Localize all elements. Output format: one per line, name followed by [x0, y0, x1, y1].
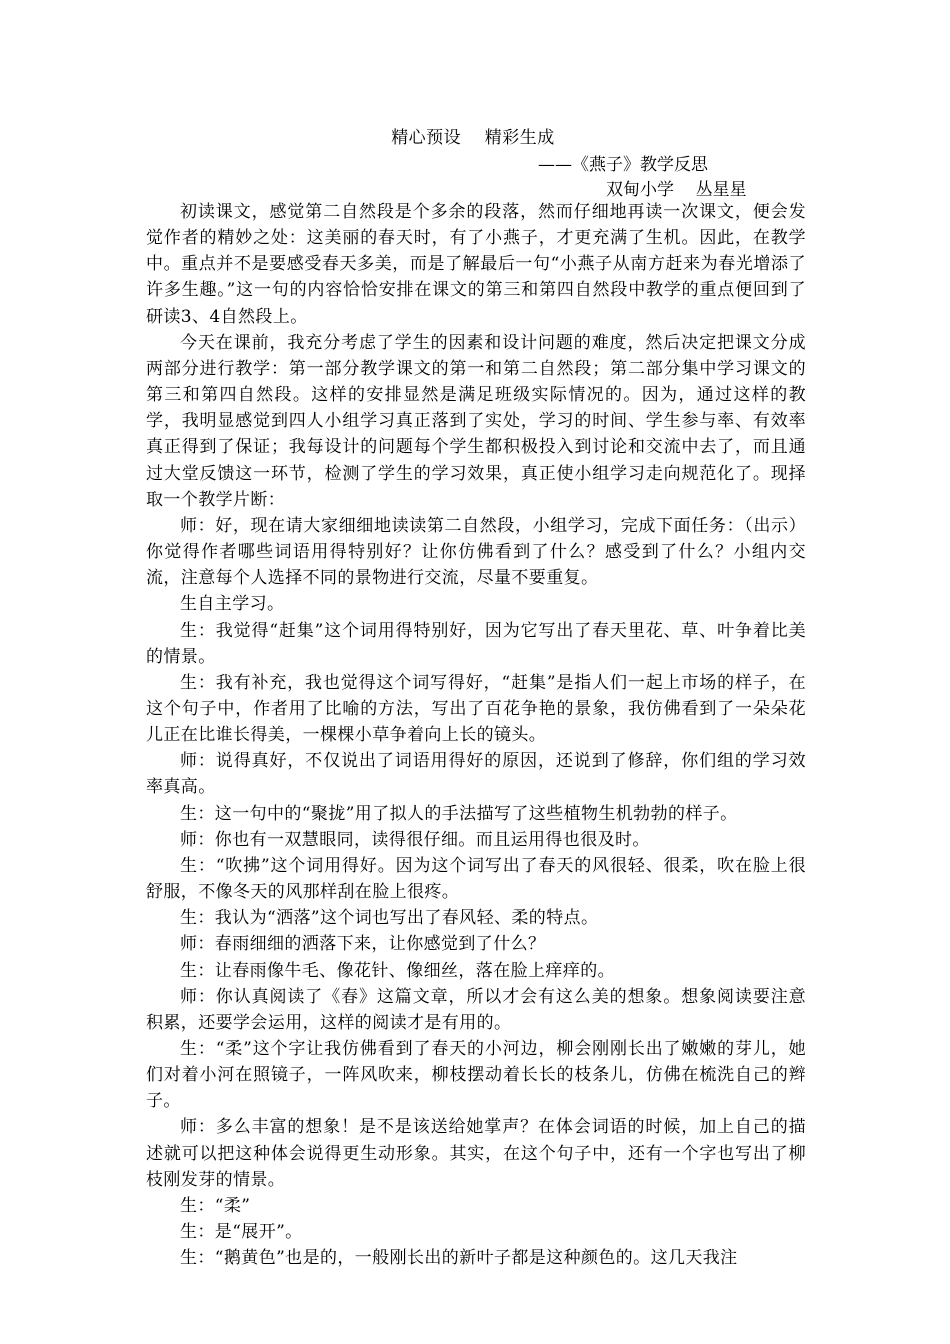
- paragraph: 师：你认真阅读了《春》这篇文章，所以才会有这么美的想象。想象阅读要注意积累，还要学会运用，这样的阅读才是有用的。: [146, 986, 806, 1033]
- paragraph: 生自主学习。: [180, 594, 285, 615]
- document-body: [146, 199, 806, 1271]
- paragraph: 生：我有补充，我也觉得这个词写得好，“赶集”是指人们一起上市场的样子，在这个句子中，作者用了比喻的方法，写出了百花争艳的景象，我仿佛看到了一朵朵花儿正在比谁长得美，一棵棵小草争着向上长的镜头。: [146, 672, 806, 746]
- paragraph: 师：春雨细细的洒落下来，让你感觉到了什么？: [180, 934, 546, 955]
- document-author: 双甸小学 丛星星: [606, 180, 747, 200]
- paragraph: 生：“柔”这个字让我仿佛看到了春天的小河边，柳会刚刚长出了嫩嫩的芽儿，她们对着小河在照镜子，一阵风吹来，柳枝摆动着长长的枝条儿，仿佛在梳洗自己的辫子。: [146, 1039, 806, 1112]
- paragraph: 生：让春雨像牛毛、像花针、像细丝，落在脸上痒痒的。: [180, 960, 615, 981]
- paragraph: 生：我认为“洒落”这个词也写出了春风轻、柔的特点。: [180, 908, 599, 929]
- document-subtitle: ——《燕子》教学反思: [538, 155, 708, 175]
- paragraph: 今天在课前，我充分考虑了学生的因素和设计问题的难度，然后决定把课文分成两部分进行教学：第一部分教学课文的第一和第二自然段；第二部分集中学习课文的第三和第四自然段。这样的安排显然是满足班级实际情况的。因为，通过这样的教学，我明显感觉到四人小组学习真正落到了实处，学习的时间、学生参与率、有效率真正得到了保证；我每设计的问题每个学生都积极投入到讨论和交流中去了，而且通过大堂反馈这一环节，检测了学生的学习效果，真正使小组学习走向规范化了。现择取一个教学片断：: [146, 332, 806, 510]
- paragraph: 生：“柔”: [180, 1195, 251, 1216]
- paragraph: 生：是“展开”。: [180, 1222, 303, 1243]
- paragraph: 生：“鹅黄色”也是的，一般刚长出的新叶子都是这种颜色的。这几天我注: [180, 1248, 738, 1269]
- document-title: 精心预设 精彩生成: [391, 128, 555, 148]
- paragraph: 生：我觉得“赶集”这个词用得特别好，因为它写出了春天里花、草、叶争着比美的情景。: [146, 620, 806, 667]
- paragraph: 初读课文，感觉第二自然段是个多余的段落，然而仔细地再读一次课文，便会发觉作者的精妙之处：这美丽的春天时，有了小燕子，才更充满了生机。因此，在教学中。重点并不是要感受春天多美，而是了解最后一句“小燕子从南方赶来为春光增添了许多生趣。”这一句的内容恰恰安排在课文的第三和第四自然段中教学的重点便回到了研读3、4自然段上。: [146, 202, 806, 327]
- paragraph: 师：好，现在请大家细细地读读第二自然段，小组学习，完成下面任务：（出示）你觉得作者哪些词语用得特别好？让你仿佛看到了什么？感受到了什么？小组内交流，注意每个人选择不同的景物进行交流，尽量不要重复。: [146, 515, 806, 589]
- paragraph: 师：说得真好，不仅说出了词语用得好的原因，还说到了修辞，你们组的学习效率真高。: [146, 751, 806, 798]
- paragraph: 师：你也有一双慧眼同，读得很仔细。而且运用得也很及时。: [180, 829, 650, 850]
- paragraph: 师：多么丰富的想象！是不是该送给她掌声？在体会词语的时候，加上自己的描述就可以把这种体会说得更生动形象。其实，在这个句子中，还有一个字也写出了柳枝刚发芽的情景。: [146, 1117, 806, 1190]
- paragraph: 生：“吹拂”这个词用得好。因为这个词写出了春天的风很轻、很柔，吹在脸上很舒服，不像冬天的风那样刮在脸上很疼。: [146, 855, 806, 903]
- paragraph: 生：这一句中的“聚拢”用了拟人的手法描写了这些植物生机勃勃的样子。: [180, 803, 738, 824]
